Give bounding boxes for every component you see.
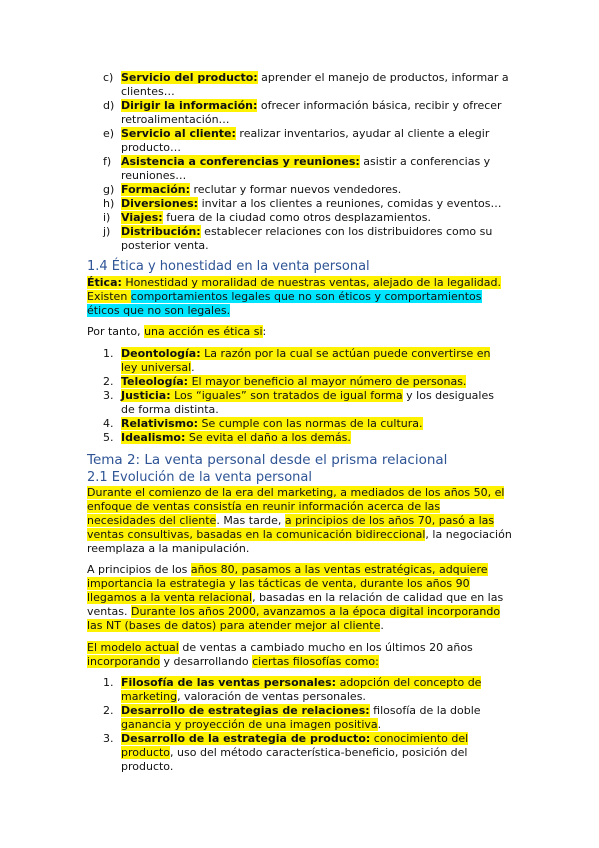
text-run-hl: ventas consultivas, basadas en la comunicación bidireccional	[87, 528, 426, 541]
list-marker: 2.	[103, 375, 114, 388]
list-marker: 5.	[103, 431, 114, 444]
paragraph-line	[87, 304, 230, 318]
item-label: Distribución:	[121, 225, 201, 238]
list-marker: c)	[103, 71, 114, 84]
item-text: El mayor beneficio al mayor número de personas.	[188, 375, 467, 388]
text-run: :	[262, 325, 267, 338]
item-text: fuera de la ciudad como otros desplazamientos.	[162, 211, 431, 224]
list-marker: f)	[103, 155, 112, 168]
item-text: invitar a los clientes a reuniones, comidas y eventos…	[198, 197, 502, 210]
text-run-hl: enfoque de ventas consistía en reunir información acerca de las	[87, 500, 441, 513]
item-text-cont: retroalimentación…	[121, 113, 230, 126]
text-run-cyan: éticos que no son legales.	[87, 304, 231, 317]
text-run-hl: años 80, pasamos a las ventas estratégicas, adquiere	[190, 563, 488, 576]
item-text-hl: ganancia y proyección de una imagen positiva	[121, 718, 378, 731]
section-heading: 1.4 Ética y honestidad en la venta personal	[87, 259, 370, 274]
item-label: Servicio del producto:	[121, 71, 258, 84]
item-label: Formación:	[121, 183, 191, 196]
text-run: reemplaza a la manipulación.	[87, 542, 250, 555]
list-marker: j)	[103, 225, 111, 238]
item-text-cont: reuniones…	[121, 169, 187, 182]
text-run: Por tanto,	[87, 325, 145, 338]
item-label: Desarrollo de la estrategia de producto:	[121, 732, 371, 745]
paragraph-line	[87, 563, 488, 577]
item-text-hl: producto	[121, 746, 171, 759]
paragraph-line	[87, 619, 384, 633]
paragraph-line	[87, 486, 504, 500]
paragraph-line	[87, 528, 512, 542]
paragraph-line	[87, 591, 503, 605]
item-text: asistir a conferencias y	[359, 155, 491, 168]
item-label: Filosofía de las ventas personales:	[121, 676, 337, 689]
text-run-hl: Durante los años 2000, avanzamos a la época digital incorporando	[131, 605, 501, 618]
item-text: aprender el manejo de productos, informar a	[257, 71, 509, 84]
paragraph-line	[87, 605, 500, 619]
item-label: Asistencia a conferencias y reuniones:	[121, 155, 360, 168]
list-marker: 1.	[103, 676, 114, 689]
list-marker: h)	[103, 197, 115, 210]
section-heading: 2.1 Evolución de la venta personal	[87, 470, 312, 485]
item-text-cont: clientes…	[121, 85, 175, 98]
item-text-cont: posterior venta.	[121, 239, 209, 252]
list-marker: d)	[103, 99, 115, 112]
item-text: establecer relaciones con los distribuidores como su	[200, 225, 493, 238]
item-label: Viajes:	[121, 211, 163, 224]
list-marker: 4.	[103, 417, 114, 430]
text-run-hl: necesidades del cliente	[87, 514, 217, 527]
paragraph-line	[87, 325, 266, 339]
etica-text: Honestidad y moralidad de nuestras ventas, alejado de la legalidad.	[121, 276, 501, 289]
item-label: Relativismo:	[121, 417, 199, 430]
item-label: Desarrollo de estrategias de relaciones:	[121, 704, 370, 717]
item-text: , uso del método característica-beneficio, posición del	[170, 746, 468, 759]
text-run-hl: incorporando	[87, 655, 160, 668]
item-text: y los desiguales	[402, 389, 494, 402]
document-page: c) Servicio del producto: aprender el manejo de productos, informar a clientes… d) Dirigir la información: ofrecer información básica, recibir y ofrecer retroalimentación… e) Servicio al cliente: realizar inventarios, ayudar al cliente a elegir producto… f) Asistencia a conferencias y reuniones: asistir a conferencias y reuniones… g) Formación: reclutar y formar nuevos vendedores. h) Diversiones: invitar a los clientes a reuniones, comidas y eventos… i) Viajes: fuera de la ciudad como otros desplazamientos. j) Distribución: establecer relaciones con los distribuidores como su posterior venta. 1.4 Ética y honestidad en la venta personal Ética: Honestidad y moralidad de nuestras ventas, alejado de la legalidad. Existen comportamientos legales que no son éticos y comportamientos éticos que no son legales. Por tanto, una acción es ética si: 1. Deontología: La razón por la cual se actúan puede convertirse en ley universal. 2. Teleología: El mayor beneficio al mayor número de personas. 3. Justicia: Los “iguales” son tratados de igual forma y los desiguales de forma distinta. 4. Relativismo: Se cumple con las normas de la cultura. 5. Idealismo: Se evita el daño a los demás. Tema 2: La venta personal desde el prisma relacional 2.1 Evolución de la venta personal Durante el comienzo de la era del marketing, a mediados de los años 50, el enfoque de ventas consistía en reunir información acerca de las necesidades del cliente. Mas tarde, a principios de los años 70, pasó a las ventas consultivas, basadas en la comunicación bidireccional, la negociación reemplaza a la manipulación. A principios de los años 80, pasamos a las ventas estratégicas, adquiere importancia la estrategia y las tácticas de venta, durante los años 90 llegamos a la venta relacional, basadas en la relación de calidad que en las ventas. Durante los años 2000, avanzamos a la época digital incorporando las NT (bases de datos) para atender mejor al cliente. El modelo actual de ventas a cambiado mucho en los últimos 20 años incorporando y desarrollando ciertas filosofías como: 1. Filosofía de las ventas personales: adopción del concepto de marketing, valoración de ventas personales. 2. Desarrollo de estrategias de relaciones: filosofía de la doble ganancia y proyección de una imagen positiva. 3. Desarrollo de la estrategia de producto: conocimiento del producto, uso del método característica-beneficio, posición del producto.	[87, 71, 512, 773]
list-marker: 3.	[103, 732, 114, 745]
paragraph-line	[87, 542, 249, 556]
item-text: Se evita el daño a los demás.	[185, 431, 351, 444]
text-run-hl: importancia la estrategia y las tácticas de venta, durante los años 90	[87, 577, 470, 590]
list-marker: i)	[103, 211, 111, 224]
text-run: de ventas a cambiado mucho en los últimos 20 años	[178, 641, 473, 654]
text-run-hl: ciertas filosofías como:	[252, 655, 379, 668]
item-label: Deontología:	[121, 347, 201, 360]
item-text: ofrecer información básica, recibir y ofrecer	[257, 99, 502, 112]
text-run: ventas.	[87, 605, 132, 618]
paragraph-line	[87, 641, 473, 655]
paragraph-line	[87, 577, 470, 591]
item-text: conocimiento del	[370, 732, 469, 745]
chapter-heading: Tema 2: La venta personal desde el prisma relacional	[87, 452, 448, 468]
text-run: y desarrollando	[160, 655, 253, 668]
item-text: La razón por la cual se actúan puede convertirse en	[200, 347, 491, 360]
text-run: Existen	[87, 290, 131, 303]
item-text-cont: de forma distinta.	[121, 403, 219, 416]
text-run: . Mas tarde,	[216, 514, 285, 527]
list-marker: g)	[103, 183, 115, 196]
item-label: Dirigir la información:	[121, 99, 258, 112]
item-text: .	[377, 718, 382, 731]
paragraph-line	[87, 276, 501, 290]
text-run-hl: las NT (bases de datos) para atender mejor al cliente	[87, 619, 381, 632]
paragraph-line	[87, 514, 494, 528]
item-label: Diversiones:	[121, 197, 199, 210]
item-text: filosofía de la doble	[369, 704, 481, 717]
text-run-hl: una acción es ética si	[144, 325, 263, 338]
item-text: , valoración de ventas personales.	[177, 690, 366, 703]
item-label: Idealismo:	[121, 431, 186, 444]
list-marker: 1.	[103, 347, 114, 360]
list-marker: 3.	[103, 389, 114, 402]
item-text: reclutar y formar nuevos vendedores.	[190, 183, 402, 196]
item-text: adopción del concepto de	[336, 676, 482, 689]
list-marker: e)	[103, 127, 115, 140]
item-label: Teleología:	[121, 375, 189, 388]
item-text-cont: producto…	[121, 141, 182, 154]
text-run-hl: Durante el comienzo de la era del marketing, a mediados de los años 50, el	[87, 486, 505, 499]
item-text-cont: producto.	[121, 760, 174, 773]
item-text: Los “iguales” son tratados de igual forma	[170, 389, 403, 402]
item-label: Servicio al cliente:	[121, 127, 236, 140]
item-text-cont: ley universal	[121, 361, 192, 374]
paragraph-line	[87, 290, 482, 304]
text-run: A principios de los	[87, 563, 191, 576]
item-label: Justicia:	[121, 389, 171, 402]
list-marker: 2.	[103, 704, 114, 717]
paragraph-line	[87, 500, 440, 514]
text-run: , basadas en la relación de calidad que en las	[252, 591, 504, 604]
item-text-hl: marketing	[121, 690, 178, 703]
item-text: realizar inventarios, ayudar al cliente a elegir	[235, 127, 490, 140]
text-run: .	[380, 619, 384, 632]
paragraph-line	[87, 655, 379, 669]
text-run-hl: a principios de los años 70, pasó a las	[284, 514, 495, 527]
etica-label: Ética:	[87, 276, 122, 289]
text-run: , la negociación	[425, 528, 512, 541]
text-run-cyan: comportamientos legales que no son éticos y comportamientos	[130, 290, 482, 303]
item-text: Se cumple con las normas de la cultura.	[198, 417, 423, 430]
text-run-hl: llegamos a la venta relacional	[87, 591, 253, 604]
text-run-hl: El modelo actual	[87, 641, 179, 654]
